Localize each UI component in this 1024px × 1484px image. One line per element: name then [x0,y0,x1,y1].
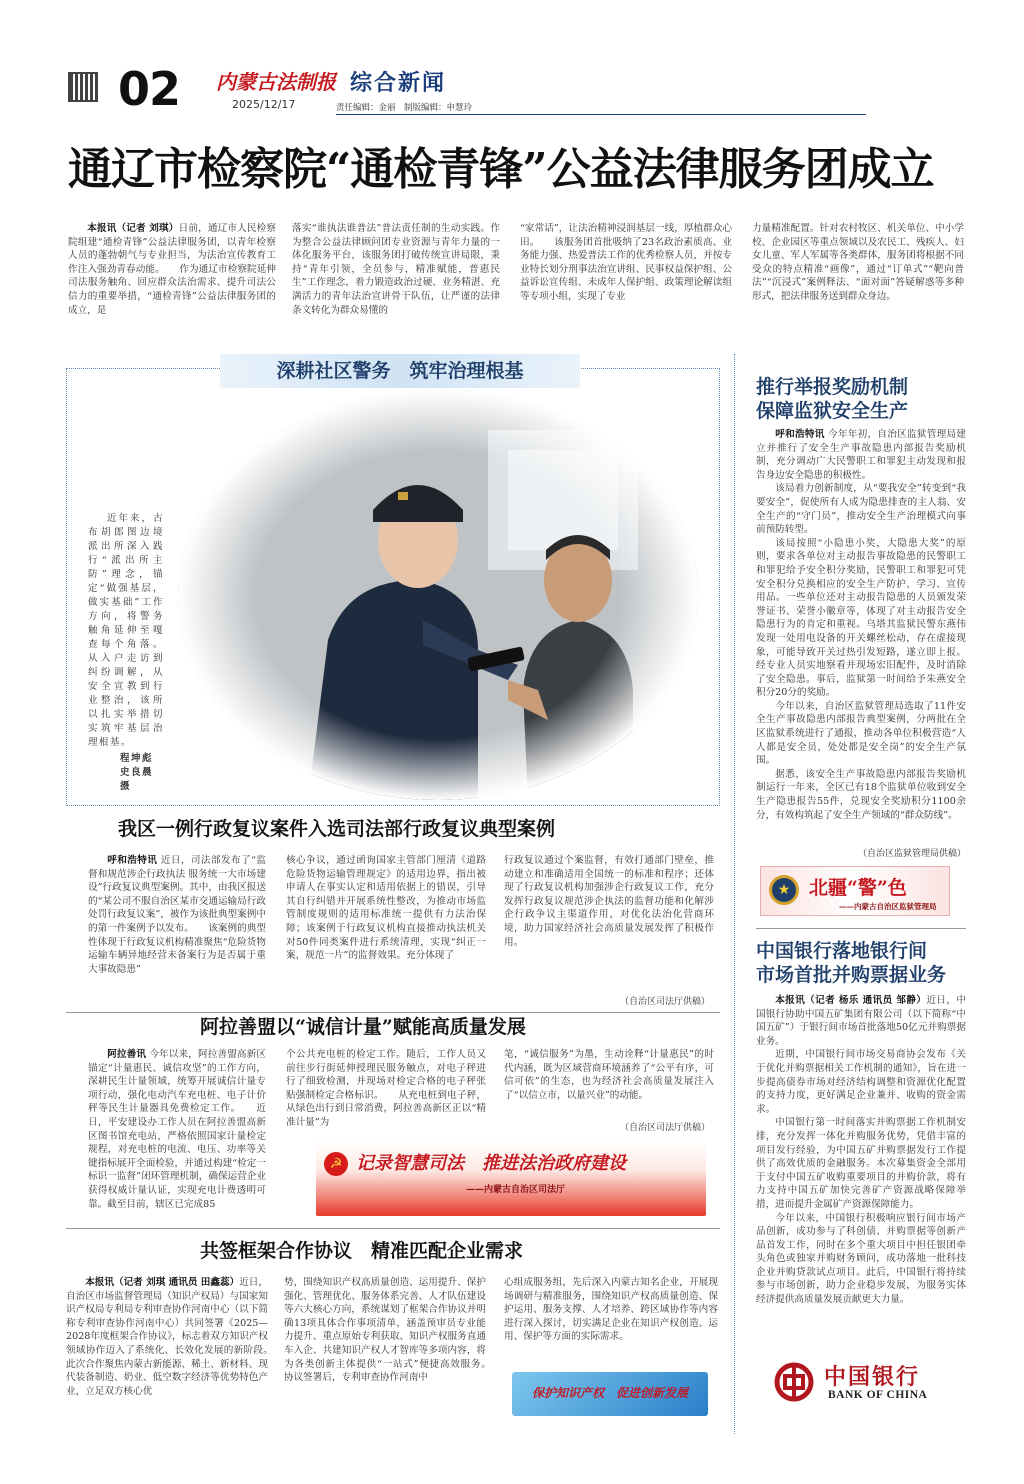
right-article1-p2: 该局着力创新制度，从“要我安全”转变到“我要安全”，促使所有人成为隐患排查的主人翁、安全生产的“守门员”，推动安全生产治理模式向事前预防转型。 [756,483,966,536]
right-article2-title-1: 中国银行落地银行间 [756,940,928,962]
main-article-text-2: 落实“谁执法谁普法”普法责任制的生动实践。作为整合公益法律顾问团专业资源与青年力量的一体化服务平台，该服务团打破传统宣讲局限，秉持“青年引领，全员参与，精准赋能，普惠民生”工作理念，着力锻造政治过硬、业务精湛、充满活力的青年法治宣讲骨干队伍，让严谨的法律条文转化为群众易懂的 [292,223,500,316]
masthead-divider [336,114,866,115]
right-article2-p1: 近日，中国银行协助中国五矿集团有限公司（以下简称“中国五矿”）于银行间市场首批落地50亿元并购票据业务。 [756,995,966,1047]
photo-feature-title: 深耕社区警务 筑牢治理根基 [276,360,524,382]
main-article-text-1: 日前，通辽市人民检察院组建“通检青锋”公益法律服务团，以青年检察人员的蓬勃朝气与专业担当，为法治宣传教育工作注入强劲青春动能。 作为通辽市检察院延伸司法服务触角、回应群众法治需求、提升司法公信力的重要举措，“通检青锋”公益法律服务团的成立，是 [68,223,277,316]
police-ad [760,866,950,916]
article2-source: （自治区司法厅供稿） [619,997,710,1007]
right-article1-title-2: 保障监狱安全生产 [756,400,909,422]
article2-text-3: 行政复议通过个案监督，有效打通部门壁垒，推动建立和准确适用全国统一的标准和程序；还体现了行政复议机构加强涉企行政复议工作，充分发挥行政复议规范涉企执法的监督功能和化解涉企行政争议主渠道作用，对优化法治化营商环境，助力国家经济社会高质量发展发挥了积极作用。 [504,855,714,948]
article3-source: （自治区司法厅供稿） [619,1123,710,1133]
right-article2-p4: 今年以来，中国银行积极响应银行间市场产品创新，成功参与了科创债、并购票据等创新产品首发工作，同时在多个重大项目中担任银团牵头角色或独家并购财务顾问，成功落地一批科技企业并购贷款试点项目。此后，中国银行将持续参与市场创新，助力企业稳步发展，为服务实体经济提供高质量发展贡献更大力量。 [756,1212,966,1306]
right-article2-lead: 本报讯（记者 杨乐 通讯员 邹静） [775,995,927,1006]
boc-name-en: BANK OF CHINA [828,1389,928,1401]
article3-text-1: 今年以来，阿拉善盟高新区锚定“计量惠民、诚信攻坚”的工作方向，深耕民生计量领域，统筹开展诚信计量专项行动，强化电动汽车充电桩、电子计价秤等民生计量器具免费检定工作。 近日，平安建设办工作人员在阿拉善盟高新区图书馆充电站，严格依照国家计量检定规程，对充电桩的电流、电压、功率等关键指标展开全面检验，并通过构建“检定一标识一监督”闭环管理机制，确保运营企业获得权威计量认证，实现充电计费透明可靠。截至目前，辖区已完成85 [88,1049,266,1210]
main-article-text-4: 力量精准配置。针对农村牧区、机关单位、中小学校、企业园区等重点领域以及农民工、残疾人、妇女儿童、军人军属等各类群体，服务团将根据不同受众的特点精准“画像”，通过“订单式”“靶向普法”“沉浸式”案例释法、“面对面”答疑解惑等多种形式，把法律服务送到群众身边。 [752,223,964,302]
right-article1-p4: 今年以来，自治区监狱管理局选取了11件安全生产事故隐患内部报告典型案例，分两批在全区监狱系统进行了通报，推动各单位积极营造“人人都是安全员，处处都是安全岗”的安全生产氛围。 [756,700,966,767]
page-number: 02 [118,62,181,116]
divider-1 [66,1012,720,1013]
right-article2-body [756,994,966,1307]
boc-logo [774,1358,954,1408]
police-ad-title: 北疆“警”色 [809,877,907,899]
right-article1-p1: 今年年初，自治区监狱管理局建立并推行了安全生产事故隐患内部报告奖励机制，充分调动广大民警职工和罪犯主动发现和报告身边安全隐患的积极性。 [756,429,967,481]
photo-scene-svg [178,390,698,800]
photo-credit-1: 程坤彪 [120,753,154,764]
article2-text-2: 核心争议，通过函询国家主管部门厘清《道路危险货物运输管理规定》的适用边界，指出被申请人在事实认定和适用依据上的错误，引导其自行纠错并开展系统性整改，为推动市场监管制度规则的适用标准统一提供有力法治保障；该案例于行政复议机构直接推动执法机关对50件同类案件进行系统清理，实现“纠正一案，规范一片”的监督效果。充分体现了 [286,855,486,962]
article4-headline: 共签框架合作协议 精准匹配企业需求 [200,1240,524,1262]
article3-col2 [286,1048,486,1130]
section-title: 综合新闻 [350,70,447,96]
photo-credit-2: 史良晨 摄 [120,767,154,792]
judicial-banner-title: 记录智慧司法 推进法治政府建设 [356,1153,626,1174]
right-article1-source: （自治区监狱管理局供稿） [857,849,966,859]
boc-logo-icon [774,1362,814,1402]
right-article1-p3: 该局按照“小隐患小奖，大隐患大奖”的原则，要求各单位对主动报告事故隐患的民警职工和罪犯给予安全积分奖励，民警职工和罪犯可凭安全积分兑换相应的安全生产防护、学习、宣传用品。一些单位还对主动报告隐患的人员颁发荣誉证书、荣誉小徽章等，体现了对主动报告安全隐患行为的肯定和重视。乌塔其监狱民警东燕伟发现一处用电设备的开关螺丝松动，存在虚接现象，可能导致开关过热引发短路，遂立即上报。经专业人员实地察看并现场宏旧配件，及时消除了安全隐患。事后，监狱第一时间给予朱燕安全积分20分的奖励。 [756,537,966,699]
right-article1-body [756,428,966,822]
right-article2-p3: 中国银行第一时间落实并购票据工作机制安排，充分发挥一体化并购服务优势，凭借丰富的项目发行经验，为中国五矿并购票据发行工作提供了高效优质的金融服务。本次募集资金全部用于支付中国五矿收购重要项目的并购价款，将有力支持中国五矿加快完善矿产资源战略保障举措，进而提升金属矿产资源保障能力。 [756,1117,966,1210]
editors-credit: 责任编辑：金丽 制版编辑：申慧玲 [336,103,473,113]
article4-col1 [66,1276,288,1398]
divider-right [756,928,966,929]
photo-feature-caption [88,512,164,794]
issue-date: 2025/12/17 [232,98,296,111]
article4-col2 [284,1276,506,1385]
article3-col1 [88,1048,266,1211]
article3-text-3: 笔，“诚信服务”为墨，生动诠释“计量惠民”的时代内涵，既为区域营商环境涵养了“公平有序，可信可依”的生态，也为经济社会高质量发展注入了“以信立市，以量兴业”的动能。 [504,1049,714,1101]
photo-caption-text: 近年来，古布胡郎图边境派出所深入践行“派出所主防”理念，锚定“做强基层，做实基础”工作方向，将警务触角延伸至嘎查每个角落。从入户走访到纠纷调解，从安全宣教到行业整治，该所以扎实举措切实筑牢基层治理根基。 [88,513,164,748]
main-article-col1 [68,222,276,317]
article3-headline: 阿拉善盟以“诚信计量”赋能高质量发展 [200,1016,526,1038]
article4-col3 [504,1276,718,1344]
boc-name-cn: 中国银行 [824,1364,921,1390]
police-ad-subtitle: ——内蒙古自治区监狱管理局 [839,902,937,911]
main-article-col2 [292,222,500,317]
article2-headline: 我区一例行政复议案件入选司法部行政复议典型案例 [118,818,556,840]
qr-code [68,72,98,102]
police-photo [178,390,698,800]
main-headline: 通辽市检察院“通检青锋”公益法律服务团成立 [68,144,934,195]
article2-lead: 呼和浩特讯 [107,855,158,866]
party-emblem-icon: ☭ [324,1152,348,1176]
article3-text-2: 个公共充电桩的检定工作。随后，工作人员又前往步行街延伸授理民服务触点，对电子秤进行了细致检测，并现场对检定合格的电子秤张贴强制检定合格标识。 从充电桩到电子秤，从绿色出行到日常消费，阿拉善高新区正以“精准计量”为 [286,1049,486,1128]
right-article2-title-2: 市场首批并购票据业务 [756,964,947,986]
right-column-rule [734,354,735,1434]
judicial-banner [316,1140,706,1216]
article4-lead: 本报讯（记者 刘琪 通讯员 田鑫蕊） [85,1277,240,1288]
main-article-col3 [520,222,732,304]
right-article2-p2: 近期，中国银行间市场交易商协会发布《关于优化并购票据相关工作机制的通知》，旨在进一步提高债券市场对经济结构调整和资源优化配置的支持力度，更好满足企业兼并、收购的资金需求。 [756,1049,966,1115]
divider-2 [66,1228,720,1229]
ip-badge [512,1372,708,1416]
right-article1-lead: 呼和浩特讯 [775,429,825,440]
article4-text-3: 心组成服务组，先后深入内蒙古知名企业，开展现场调研与精准服务，围绕知识产权高质量创造、保护运用、服务支撑、人才培养、跨区域协作等内容进行深入探讨，切实满足企业在知识产权创造、运用、保护等方面的实际需求。 [504,1277,718,1343]
article3-lead: 阿拉善讯 [107,1049,147,1060]
newspaper-name: 内蒙古法制报 [216,70,336,94]
main-article-lead: 本报讯（记者 刘琪） [87,223,179,234]
judicial-banner-subtitle: ——内蒙古自治区司法厅 [466,1185,566,1195]
article4-text-2: 势，围绕知识产权高质量创造、运用提升、保护强化、管理优化、服务体系完善、人才队伍建设等六大核心方向，系统谋划了框架合作协议并明确13项具体合作事项清单，涵盖预审员专业能力提升、重点原始专利获取、知识产权服务直通车入企、共建知识产权人才智库等多项内容，将为各类创新主体提供“一站式”便捷高效服务。 协议签署后，专利审查协作河南中 [284,1277,506,1384]
right-article1-p5: 据悉，该安全生产事故隐患内部报告奖励机制运行一年来，全区已有18个监狱单位收到安全生产隐患报告55件，兑现安全奖励积分1100余分，有效构筑起了安全生产领域的“群众防线”。 [756,768,966,821]
police-badge-icon: ★ [769,875,799,905]
article2-col3 [504,854,714,949]
main-article-col4 [752,222,964,304]
article2-col2 [286,854,486,963]
article4-text-1: 近日，自治区市场监督管理局（知识产权局）与国家知识产权局专利局专利审查协作河南中心（以下简称专利审查协作河南中心）共同签署《2025—2028年度框架合作协议》，标志着双方知识产权领域协作迈入了系统化、长效化发展的新阶段。 此次合作聚焦内蒙古新能源、稀土、新材料、现代装备制造、奶业、低空数字经济等优势特色产业，立足双方核心优 [66,1277,288,1397]
article2-col1 [88,854,266,976]
main-article-text-3: “家常话”，让法治精神浸润基层一线，厚植群众心田。 该服务团首批吸纳了23名政治素质高、业务能力强、热爱普法工作的优秀检察人员，并按专业特长划分刑事法治宣讲组、民事权益保护组、公益诉讼宣传组、未成年人保护组、政策理论解读组等专项小组，实现了专业 [520,223,732,302]
right-article1-title-1: 推行举报奖励机制 [756,376,909,398]
article3-col3 [504,1048,714,1102]
ip-badge-text: 保护知识产权 促进创新发展 [531,1386,688,1400]
article2-text-1: 近日，司法部发布了“监督和规范涉企行政执法 服务统一大市场建设”行政复议典型案例。其中，由我区报送的“某公司不服自治区某市交通运输局行政处罚行政复议案”，被作为该批典型案例中的第一件案例予以发布。 该案例的典型性体现于行政复议机构精准聚焦“危险货物运输车辆异地经营未备案行为是否属于重大事故隐患” [88,855,266,975]
